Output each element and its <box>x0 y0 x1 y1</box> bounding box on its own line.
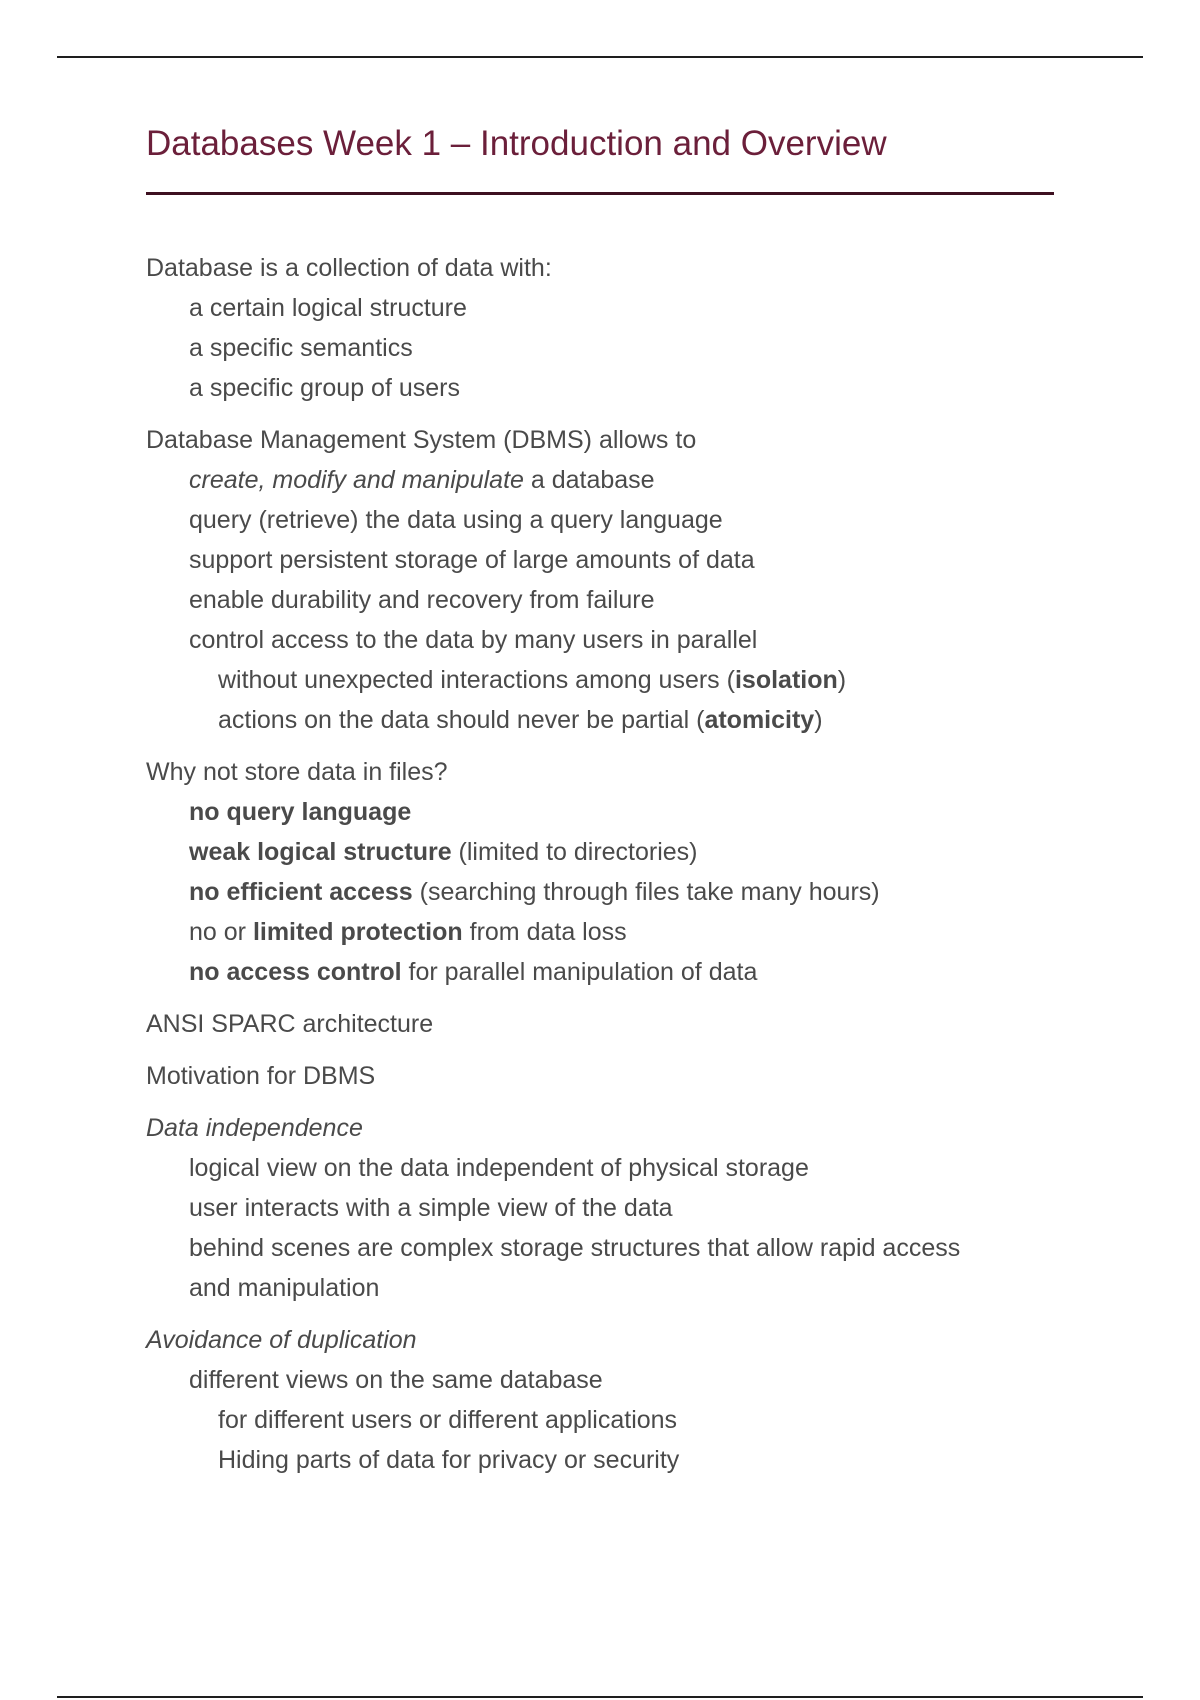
document-body <box>146 248 1086 1480</box>
list-item-text: a database <box>523 466 655 494</box>
list-item-text: for parallel manipulation of data <box>401 958 758 986</box>
list-item <box>146 792 1086 832</box>
sub-list-item: Hiding parts of data for privacy or security <box>218 1446 680 1474</box>
list-item-text: (searching through files take many hours) <box>412 878 880 906</box>
document-title: Databases Week 1 – Introduction and Overview <box>146 124 887 163</box>
list-item-text: actions on the data should never be partial ( <box>218 706 705 734</box>
list-item-text: no or <box>189 918 253 946</box>
list-item: a specific group of users <box>189 374 460 402</box>
list-item: control access to the data by many users in parallel <box>189 626 758 654</box>
list-item <box>146 460 1086 500</box>
list-item-text: (limited to directories) <box>451 838 698 866</box>
title-underline <box>146 192 1054 195</box>
list-item: and manipulation <box>189 1274 380 1302</box>
section-heading-files: Why not store data in files? <box>146 758 448 786</box>
list-item-text: without unexpected interactions among users ( <box>218 666 735 694</box>
list-item-text: from data loss <box>462 918 627 946</box>
sub-list-item: for different users or different applications <box>218 1406 678 1434</box>
bold-term: atomicity <box>704 706 815 734</box>
section-heading-motivation: Motivation for DBMS <box>146 1062 376 1090</box>
section-heading-dbms: Database Management System (DBMS) allows to <box>146 426 697 454</box>
list-item: behind scenes are complex storage structures that allow rapid access <box>189 1234 961 1262</box>
list-item: different views on the same database <box>189 1366 603 1394</box>
list-item: a certain logical structure <box>189 294 467 322</box>
list-item <box>146 952 1086 992</box>
bold-term: no query language <box>189 798 412 826</box>
bold-term: isolation <box>734 666 838 694</box>
page-top-rule <box>57 56 1143 58</box>
list-item: a specific semantics <box>189 334 413 362</box>
list-item: user interacts with a simple view of the data <box>189 1194 673 1222</box>
emphasis-text: create, modify and manipulate <box>189 466 524 494</box>
list-item-text: ) <box>837 666 847 694</box>
sub-list-item <box>146 660 1086 700</box>
list-item: query (retrieve) the data using a query language <box>189 506 723 534</box>
bold-term: limited protection <box>252 918 463 946</box>
section-heading-data-independence: Data independence <box>146 1114 363 1142</box>
list-item-text: ) <box>814 706 823 734</box>
section-heading-avoidance-duplication: Avoidance of duplication <box>146 1326 417 1354</box>
bold-term: no efficient access <box>189 878 413 906</box>
page-bottom-rule <box>57 1696 1143 1698</box>
list-item <box>146 872 1086 912</box>
list-item: support persistent storage of large amounts of data <box>189 546 755 574</box>
section-heading-database: Database is a collection of data with: <box>146 254 552 282</box>
list-item: enable durability and recovery from failure <box>189 586 655 614</box>
sub-list-item <box>146 700 1086 740</box>
list-item: logical view on the data independent of physical storage <box>189 1154 809 1182</box>
section-heading-ansi-sparc: ANSI SPARC architecture <box>146 1010 434 1038</box>
list-item <box>146 832 1086 872</box>
bold-term: weak logical structure <box>189 838 452 866</box>
bold-term: no access control <box>189 958 402 986</box>
list-item <box>146 912 1086 952</box>
